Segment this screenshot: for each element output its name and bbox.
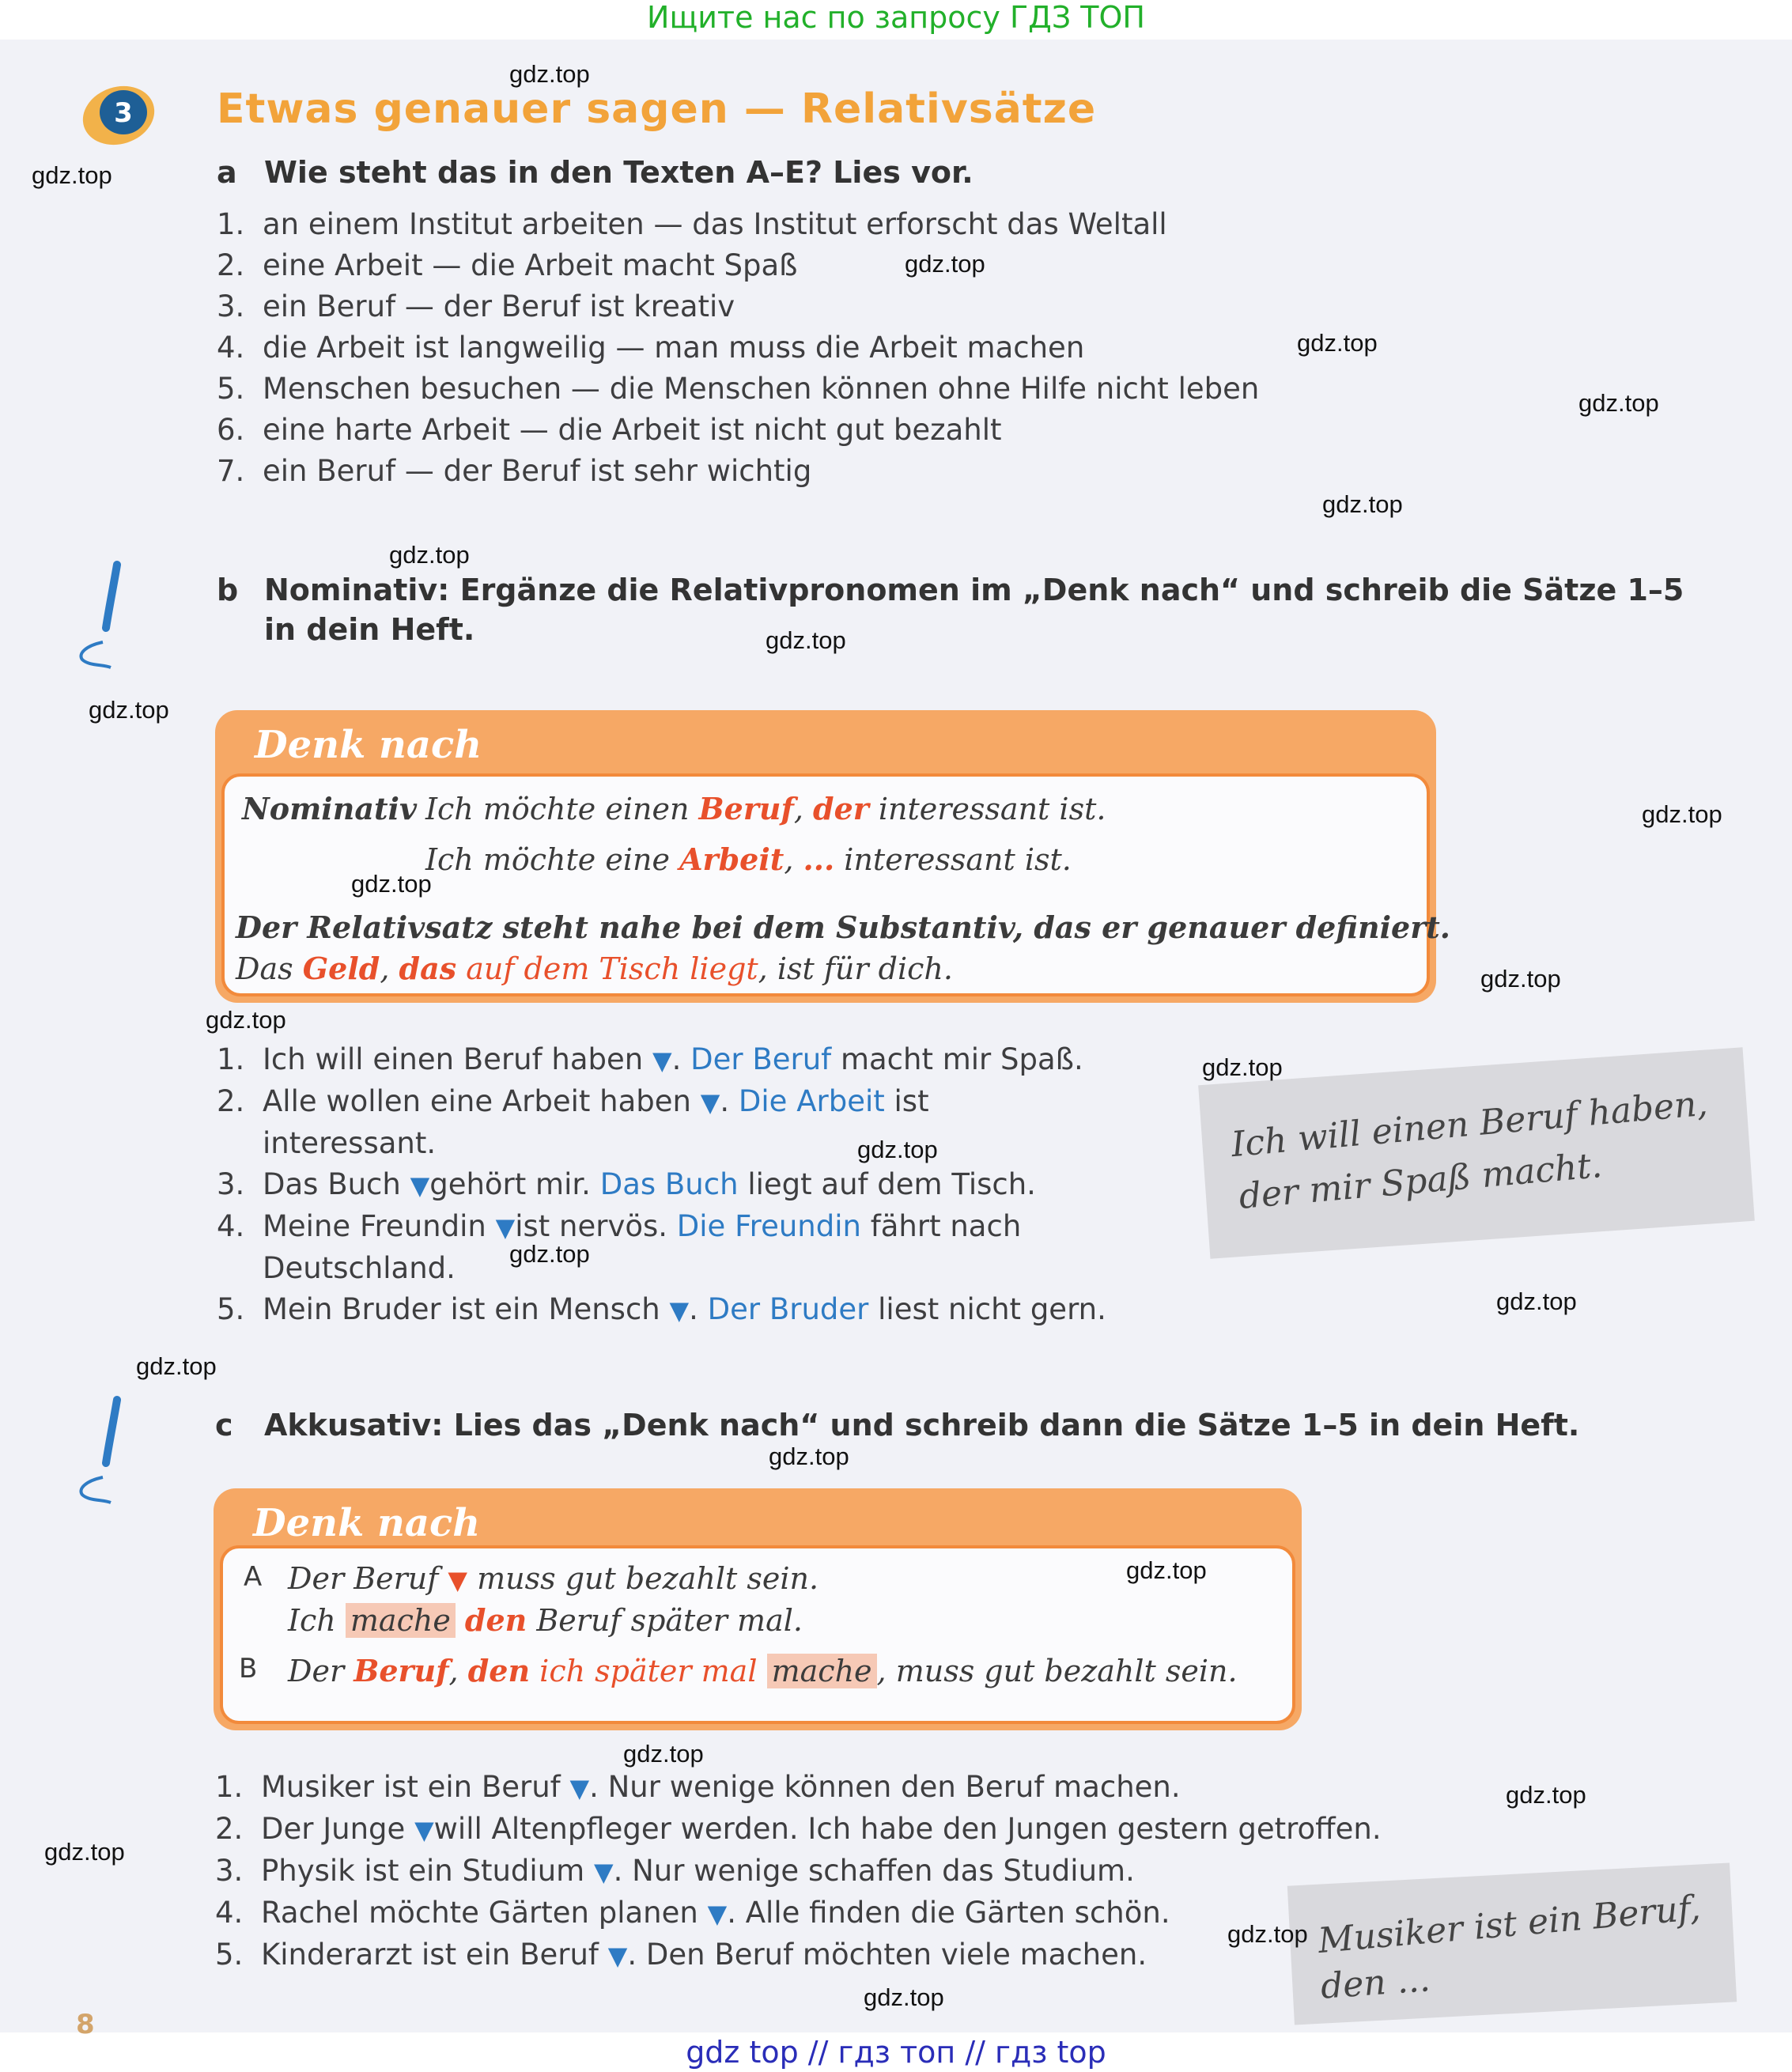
denk-nach-box-b — [215, 710, 1451, 1003]
item-text: Menschen besuchen — die Menschen können ohne Hilfe nicht leben — [263, 372, 1260, 406]
exercise-title: Etwas genauer sagen — Relativsätze — [217, 85, 1097, 133]
page-number: 8 — [76, 2009, 95, 2040]
item-text: Musiker ist ein Beruf — [261, 1770, 561, 1804]
watermark: gdz.top — [857, 1136, 938, 1163]
list-item — [215, 1851, 1382, 1892]
exercise-number-badge — [79, 79, 157, 147]
watermark: gdz.top — [1322, 490, 1403, 518]
item-text: . Nur wenige schaffen das Studium. — [613, 1854, 1135, 1888]
denk-label-a: A — [244, 1561, 263, 1593]
list-item — [217, 1206, 1106, 1248]
watermark: gdz.top — [351, 870, 432, 898]
item-number: 1. — [215, 1770, 244, 1804]
item-text: eine harte Arbeit — die Arbeit ist nicht gut bezahlt — [263, 413, 1002, 447]
denk-rule: Der Relativsatz steht nahe bei dem Substantiv, das er genauer definiert. — [236, 909, 1451, 945]
watermark: gdz.top — [1642, 800, 1722, 828]
watermark: gdz.top — [1480, 965, 1561, 993]
denk-label-b: B — [239, 1653, 258, 1684]
item-text: fährt nach — [870, 1209, 1022, 1243]
watermark: gdz.top — [766, 626, 846, 654]
item-text: ein Beruf — der Beruf ist kreativ — [263, 289, 735, 323]
item-text: liest nicht gern. — [878, 1292, 1106, 1326]
watermark: gdz.top — [769, 1442, 849, 1470]
denk-rule-example: Das Geld, das auf dem Tisch liegt, ist für dich. — [236, 951, 953, 986]
item-number: 5. — [217, 372, 245, 406]
item-text: ist — [894, 1084, 929, 1118]
item-number: 3. — [217, 1167, 245, 1201]
watermark: gdz.top — [32, 161, 112, 189]
antecedent-text: Die Arbeit — [738, 1084, 885, 1118]
section-c-heading: Akkusativ: Lies das „Denk nach“ und schreib dann die Sätze 1–5 in dein Heft. — [264, 1408, 1580, 1442]
denk-example-line-1: Ich möchte einen Beruf, der interessant ist. — [425, 791, 1106, 826]
blank-marker-icon: ▼ — [607, 1941, 628, 1971]
list-item — [217, 1289, 1106, 1331]
section-b-heading-line1: Nominativ: Ergänze die Relativpronomen im „Denk nach“ und schreib die Sätze 1–5 — [264, 573, 1684, 607]
item-text: Der Junge — [261, 1812, 406, 1846]
item-text: ein Beruf — der Beruf ist sehr wichtig — [263, 454, 812, 488]
list-item-continuation: Deutschland. — [263, 1251, 456, 1285]
item-number: 5. — [215, 1938, 244, 1972]
section-a-heading: Wie steht das in den Texten A–E? Lies vor. — [264, 155, 974, 190]
note-c-line-1: Musiker ist ein Beruf, — [1316, 1887, 1703, 1962]
item-number: 3. — [217, 289, 245, 323]
item-text: . — [689, 1292, 698, 1326]
item-text: . — [671, 1042, 682, 1076]
denk-nach-title: Denk nach — [255, 723, 482, 767]
blank-marker-icon: ▼ — [410, 1170, 430, 1200]
section-a-list — [217, 204, 1259, 492]
item-number: 3. — [215, 1854, 244, 1888]
denk-a-line-1: Der Beruf ▼ muss gut bezahlt sein. — [288, 1561, 819, 1596]
list-item — [217, 1039, 1106, 1081]
item-text: macht mir Spaß. — [840, 1042, 1083, 1076]
item-number: 4. — [217, 331, 245, 365]
list-item — [217, 410, 1259, 451]
item-number: 2. — [217, 248, 245, 282]
item-text: . Den Beruf möchten viele machen. — [627, 1938, 1147, 1972]
list-item — [217, 245, 1259, 286]
antecedent-text: Der Beruf — [690, 1042, 832, 1076]
denk-example-line-2: Ich möchte eine Arbeit, ... interessant ist. — [425, 841, 1072, 877]
denk-nach-title: Denk nach — [253, 1501, 481, 1545]
section-c-letter: c — [215, 1408, 233, 1442]
item-text: Das Buch — [263, 1167, 401, 1201]
watermark: gdz.top — [509, 60, 590, 88]
section-b-heading-line2: in dein Heft. — [264, 612, 475, 647]
watermark: gdz.top — [206, 1006, 286, 1034]
watermark: gdz.top — [44, 1838, 125, 1866]
watermark: gdz.top — [1506, 1781, 1586, 1809]
list-item — [217, 451, 1259, 492]
note-c-line-2: den ... — [1319, 1959, 1432, 2007]
denk-label-nominativ: Nominativ — [242, 791, 418, 826]
list-item — [217, 286, 1259, 327]
bottom-banner[interactable]: gdz top // гдз топ // гдз top — [0, 2032, 1792, 2072]
note-b-line-1: Ich will einen Beruf haben, — [1229, 1083, 1710, 1166]
item-text: Alle wollen eine Arbeit haben — [263, 1084, 691, 1118]
item-number: 2. — [215, 1812, 244, 1846]
denk-nach-box-c — [214, 1488, 1302, 1730]
blank-marker-icon: ▼ — [652, 1045, 672, 1076]
watermark: gdz.top — [1202, 1053, 1283, 1081]
denk-a-line-2: Ich mache den Beruf später mal. — [288, 1602, 803, 1638]
list-item — [215, 1934, 1382, 1976]
blank-marker-icon: ▼ — [414, 1815, 434, 1845]
section-c-list — [215, 1767, 1382, 1976]
item-text: will Altenpfleger werden. Ich habe den Jungen gestern getroffen. — [433, 1812, 1382, 1846]
blank-marker-icon: ▼ — [593, 1857, 614, 1887]
watermark: gdz.top — [1297, 329, 1378, 357]
item-number: 4. — [217, 1209, 245, 1243]
item-number: 5. — [217, 1292, 245, 1326]
item-text: an einem Institut arbeiten — das Institut erforscht das Weltall — [263, 207, 1167, 241]
list-item — [215, 1767, 1382, 1809]
blank-marker-icon: ▼ — [707, 1899, 728, 1929]
item-text: Meine Freundin — [263, 1209, 486, 1243]
watermark: gdz.top — [89, 696, 169, 724]
item-number: 6. — [217, 413, 245, 447]
watermark: gdz.top — [136, 1352, 217, 1380]
list-item — [217, 1164, 1106, 1206]
item-text: Kinderarzt ist ein Beruf — [261, 1938, 599, 1972]
item-number: 1. — [217, 1042, 245, 1076]
section-b-list — [217, 1039, 1106, 1331]
list-item — [215, 1892, 1382, 1934]
blank-marker-icon: ▼ — [569, 1773, 590, 1803]
top-banner[interactable]: Ищите нас по запросу ГДЗ ТОП — [0, 0, 1792, 40]
watermark: gdz.top — [1496, 1287, 1577, 1315]
item-text: Mein Bruder ist ein Mensch — [263, 1292, 660, 1326]
watermark: gdz.top — [1126, 1556, 1207, 1584]
antecedent-text: Der Bruder — [707, 1292, 869, 1326]
item-text: Rachel möchte Gärten planen — [261, 1896, 698, 1930]
antecedent-text: Die Freundin — [676, 1209, 861, 1243]
item-text: die Arbeit ist langweilig — man muss die Arbeit machen — [263, 331, 1085, 365]
watermark: gdz.top — [1227, 1920, 1308, 1948]
blank-marker-icon: ▼ — [700, 1087, 720, 1117]
list-item — [217, 369, 1259, 410]
note-b-line-2: der mir Spaß macht. — [1237, 1145, 1604, 1217]
item-text: eine Arbeit — die Arbeit macht Spaß — [263, 248, 798, 282]
watermark: gdz.top — [1578, 389, 1659, 417]
item-text: liegt auf dem Tisch. — [747, 1167, 1036, 1201]
exercise-number: 3 — [114, 97, 133, 129]
blank-marker-icon: ▼ — [495, 1212, 516, 1242]
exclamation-icon — [71, 1395, 127, 1506]
antecedent-text: Das Buch — [599, 1167, 739, 1201]
item-text: . — [720, 1084, 730, 1118]
item-number: 7. — [217, 454, 245, 488]
section-b-letter: b — [217, 573, 239, 607]
section-a-letter: a — [217, 155, 237, 190]
watermark: gdz.top — [389, 541, 470, 569]
list-item — [217, 204, 1259, 245]
item-number: 2. — [217, 1084, 245, 1118]
list-item — [217, 327, 1259, 369]
item-text: Physik ist ein Studium — [261, 1854, 585, 1888]
item-text: gehört mir. — [429, 1167, 591, 1201]
list-item — [215, 1809, 1382, 1851]
watermark: gdz.top — [905, 250, 985, 278]
watermark: gdz.top — [623, 1740, 704, 1768]
item-number: 1. — [217, 207, 245, 241]
item-text: Ich will einen Beruf haben — [263, 1042, 644, 1076]
list-item-continuation: interessant. — [263, 1126, 437, 1160]
item-text: ist nervös. — [515, 1209, 668, 1243]
watermark: gdz.top — [864, 1983, 944, 2011]
blank-marker-icon: ▼ — [669, 1295, 690, 1325]
watermark: gdz.top — [509, 1240, 590, 1268]
item-number: 4. — [215, 1896, 244, 1930]
item-text: . Nur wenige können den Beruf machen. — [589, 1770, 1181, 1804]
item-text: . Alle finden die Gärten schön. — [727, 1896, 1170, 1930]
list-item — [217, 1081, 1106, 1123]
denk-b-line: Der Beruf, den ich später mal mache , muss gut bezahlt sein. — [288, 1653, 1238, 1688]
exclamation-icon — [71, 560, 127, 671]
